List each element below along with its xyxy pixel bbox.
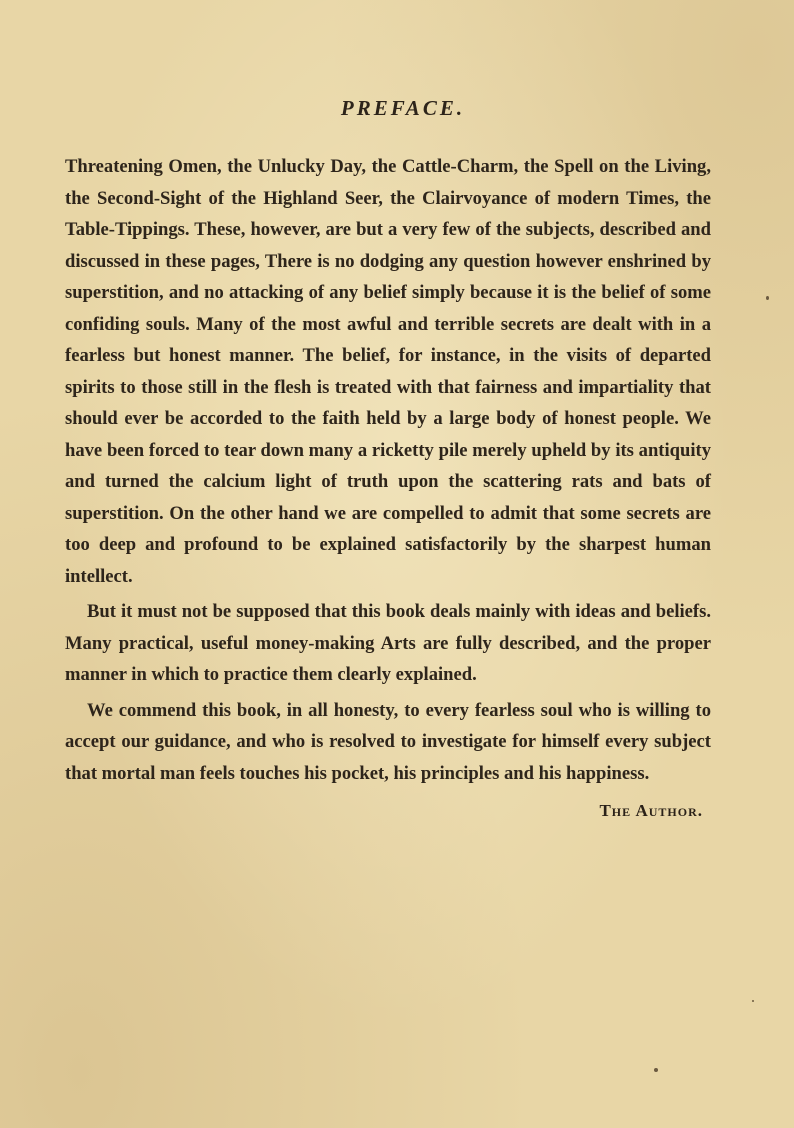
preface-page [65, 96, 711, 821]
paragraph-intro: Threatening Omen, the Unlucky Day, the Cattle-Charm, the Spell on the Living, the Second-Sight of the Highland Seer, the Clairvoyance of modern Times, the Table-Tippings. These, however, are but a very few of the subjects, described and discussed in these pages, There is no dodging any question however enshrined by superstition, and no attacking of any belief simply because it is the belief of some confiding souls. Many of the most awful and terrible secrets are dealt with in a fearless but honest manner. The belief, for instance, in the visits of departed spirits to those still in the flesh is treated with that fairness and impartiality that should ever be accorded to the faith held by a large body of honest people. We have been forced to tear down many a ricketty pile merely upheld by its antiquity and turned the calcium light of truth upon the scattering rats and bats of superstition. On the other hand we are compelled to admit that some secrets are too deep and profound to be explained satisfactorily by the sharpest human intellect. [65, 156, 711, 587]
paragraph-practical-arts: But it must not be supposed that this book deals mainly with ideas and beliefs. Many practical, useful money-making Arts are fully described, and the proper manner in which to practice them clearly explained. [65, 601, 711, 685]
paper-speck [752, 1000, 754, 1002]
paper-speck [654, 1068, 658, 1072]
author-signature: The Author. [599, 801, 703, 820]
paragraph-commendation: We commend this book, in all honesty, to every fearless soul who is willing to accept our guidance, and who is resolved to investigate for himself every subject that mortal man feels touches his pocket, his principles and his happiness. [65, 699, 711, 784]
paper-speck [766, 296, 769, 300]
preface-heading: PREFACE. [340, 96, 466, 120]
